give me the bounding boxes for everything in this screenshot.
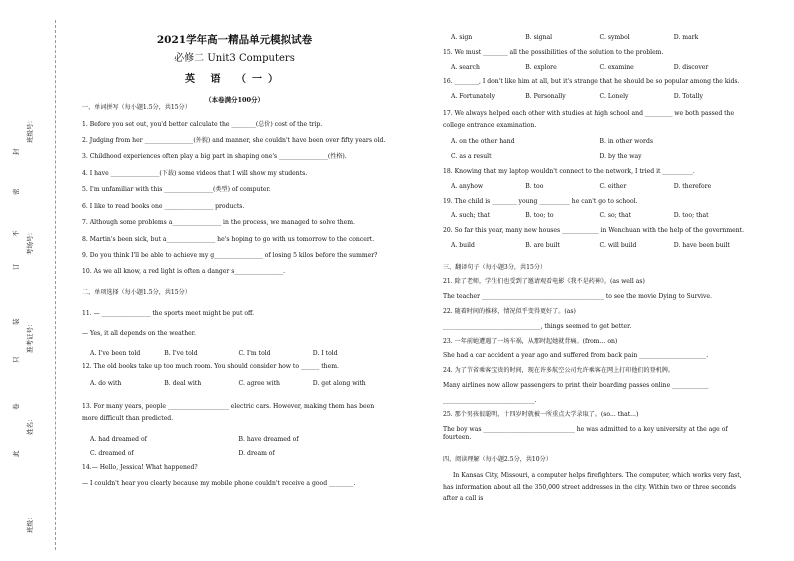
question: 5. I'm unfamiliar with this ________________(类型) of computer. xyxy=(82,186,271,194)
question: 22. 随着时间的推移，情况似乎变得更好了。(as) xyxy=(443,307,576,315)
option: C. as a result xyxy=(451,153,492,161)
question: 12. The old books take up too much room. You should consider how to ______ them. xyxy=(82,363,339,371)
options xyxy=(90,350,387,358)
question: 24. 为了节省乘客宝贵的时间，现在许多航空公司允许乘客在网上打印他们的登机牌。 xyxy=(443,367,675,375)
side-label: 只 xyxy=(12,356,20,363)
question: 16. ________, I don't like him at all, but it's strange that he should be so popular among the kids. xyxy=(443,78,740,86)
side-label: 班级号： xyxy=(26,117,34,143)
option: D. discover xyxy=(673,63,709,71)
section-heading: 二、单项选择（每小题1.5分，共15分） xyxy=(82,288,191,296)
question: 1. Before you set out, you'd better calculate the ________(总价) cost of the trip. xyxy=(82,120,323,128)
side-label: 姓名： xyxy=(26,415,34,435)
question: 23. 一年前她遭遇了一场车祸，从那时起她就背痛。(from... on) xyxy=(443,337,618,345)
paper-name: 英 语 （一） xyxy=(185,73,284,85)
question: 14.— Hello, Jessica! What happened? xyxy=(82,463,198,471)
options xyxy=(451,64,748,72)
question: 8. Martin's been sick, but a________________ he's hoping to go with us tomorrow to the concert. xyxy=(82,235,375,243)
option: C. I'm told xyxy=(238,349,271,357)
question: She had a car accident a year ago and suffered from back pain ______________________. xyxy=(443,352,709,360)
option: C. either xyxy=(599,182,627,190)
question: 13. For many years, people ____________________ electric cars. However, making them has been more difficult than predicted. xyxy=(82,403,375,422)
reading-passage: In Kansas City, Missouri, a computer helps firefighters. The computer, which works very fast, has information about all the 350,000 street addresses in the city. Within two or three seconds after a call is xyxy=(443,472,742,503)
question: 15. We must ________ all the possibilities of the solution to the problem. xyxy=(443,48,664,56)
question: 7. Although some problems a________________ in the process, we managed to solve them. xyxy=(82,219,355,227)
option: A. such; that xyxy=(451,212,491,220)
option: B. are built xyxy=(525,241,560,249)
side-label: 不 xyxy=(12,230,20,237)
question: 3. Childhood experiences often play a big part in shaping one's ________________(性格). xyxy=(82,153,347,161)
option: D. I told xyxy=(312,349,338,357)
option: B. in other words xyxy=(599,138,653,146)
question: 9. Do you think I'll be able to achieve my g________________ of losing 5 kilos before the summer? xyxy=(82,251,378,259)
option: A. anyhow xyxy=(451,182,484,190)
section-heading: 一、单词拼写（每小题1.5分，共15分） xyxy=(82,104,191,112)
question: 18. Knowing that my laptop wouldn't connect to the network, I tried it __________. xyxy=(443,167,695,175)
option: A. do with xyxy=(90,379,122,387)
option: D. Totally xyxy=(673,93,703,101)
option: A. had dreamed of xyxy=(90,436,147,444)
options xyxy=(451,242,748,250)
exam-title: 2021学年高一精品单元模拟试卷 xyxy=(156,34,313,46)
exam-subtitle: 必修二 Unit3 Computers xyxy=(174,53,295,65)
option: A. sign xyxy=(451,34,473,41)
question: — Yes, it all depends on the weather. xyxy=(82,329,196,337)
binding-margin xyxy=(10,85,52,555)
option: D. too; that xyxy=(673,212,709,220)
option: D. dream of xyxy=(238,449,275,457)
option: D. therefore xyxy=(673,182,712,190)
options xyxy=(451,138,748,146)
option: C. examine xyxy=(599,63,634,71)
left-column xyxy=(82,0,387,496)
side-label: 装 xyxy=(12,318,20,325)
side-label: 卷 xyxy=(12,403,20,410)
option: A. Fortunately xyxy=(451,93,496,101)
question: The teacher ________________________________________ to see the movie Dying to Survive. xyxy=(443,293,712,301)
section-heading: 三、翻译句子（每小题3分，共15分） xyxy=(443,263,547,271)
options xyxy=(90,450,387,458)
side-label: 此 xyxy=(12,450,20,457)
option: B. explore xyxy=(525,63,557,71)
side-label: 考场号： xyxy=(26,229,34,255)
question: 6. I like to read books one ________________ products. xyxy=(82,202,245,210)
question: 10. As we all know, a red light is often a danger s________________. xyxy=(82,268,286,276)
option: B. I've told xyxy=(164,349,198,357)
question: 20. So far this year, many new houses ____________ in Wenchuan with the help of the government. xyxy=(443,227,745,235)
question: 11. — ________________ the sports meet might be put off. xyxy=(82,310,255,318)
options xyxy=(451,34,748,42)
question: 25. 那个男孩很聪明，十四岁时就被一所重点大学录取了。(so... that...) xyxy=(443,411,639,419)
binding-line xyxy=(55,20,56,550)
option: B. have dreamed of xyxy=(238,436,299,444)
option: D. have been built xyxy=(673,241,730,249)
options xyxy=(451,183,748,191)
options xyxy=(451,212,748,220)
option: C. so; that xyxy=(599,212,632,220)
options xyxy=(451,93,748,101)
question: 2. Judging from her ________________(外貌) and manner, she couldn't have been over fifty years old. xyxy=(82,137,386,145)
total-score: （本卷满分100分） xyxy=(204,96,265,105)
side-label: 班级： xyxy=(26,513,34,533)
option: C. will build xyxy=(599,241,637,249)
options xyxy=(90,436,387,444)
side-label: 订 xyxy=(12,263,20,270)
side-label: 密 xyxy=(12,188,20,195)
option: A. on the other hand xyxy=(451,138,515,146)
option: C. agree with xyxy=(238,379,280,387)
option: D. mark xyxy=(673,34,699,41)
option: B. too xyxy=(525,182,544,190)
option: D. by the way xyxy=(599,153,642,161)
option: A. I've been told xyxy=(90,349,141,357)
option: B. signal xyxy=(525,34,553,41)
question: 21. 除了老师，学生们也受到了邀请观看电影《我不是药神》。(as well as) xyxy=(443,278,645,286)
question: 17. We always helped each other with studies at high school and _________ we both passed the college entrance examination. xyxy=(443,109,735,129)
options xyxy=(451,153,748,161)
question: ________________________________, things seemed to get better. xyxy=(443,322,632,330)
question: 19. The child is ________ young __________ he can't go to school. xyxy=(443,197,638,205)
options xyxy=(90,380,387,388)
section-heading: 四、阅读理解（每小题2.5分，共10分） xyxy=(443,455,552,463)
right-column xyxy=(443,0,748,512)
option: B. too; to xyxy=(525,212,554,220)
question: 4. I have ________________(下载) some videos that I will show my students. xyxy=(82,169,308,177)
option: D. get along with xyxy=(312,379,366,387)
option: A. search xyxy=(451,63,480,71)
option: C. symbol xyxy=(599,34,630,41)
question: — I couldn't hear you clearly because my mobile phone couldn't receive a good ________. xyxy=(82,479,356,487)
side-label: 封 xyxy=(12,148,20,155)
question: Many airlines now allow passengers to print their boarding passes online ____________ xyxy=(443,381,709,389)
option: C. dreamed of xyxy=(90,449,134,457)
question: The boy was ______________________________ he was admitted to a key university at the age of fourteen. xyxy=(443,426,728,441)
side-label: 准考证号： xyxy=(26,320,34,353)
option: B. deal with xyxy=(164,379,202,387)
option: B. Personally xyxy=(525,93,566,101)
option: A. build xyxy=(451,241,475,249)
option: C. Lonely xyxy=(599,93,629,101)
question: ______________________________. xyxy=(443,396,537,404)
